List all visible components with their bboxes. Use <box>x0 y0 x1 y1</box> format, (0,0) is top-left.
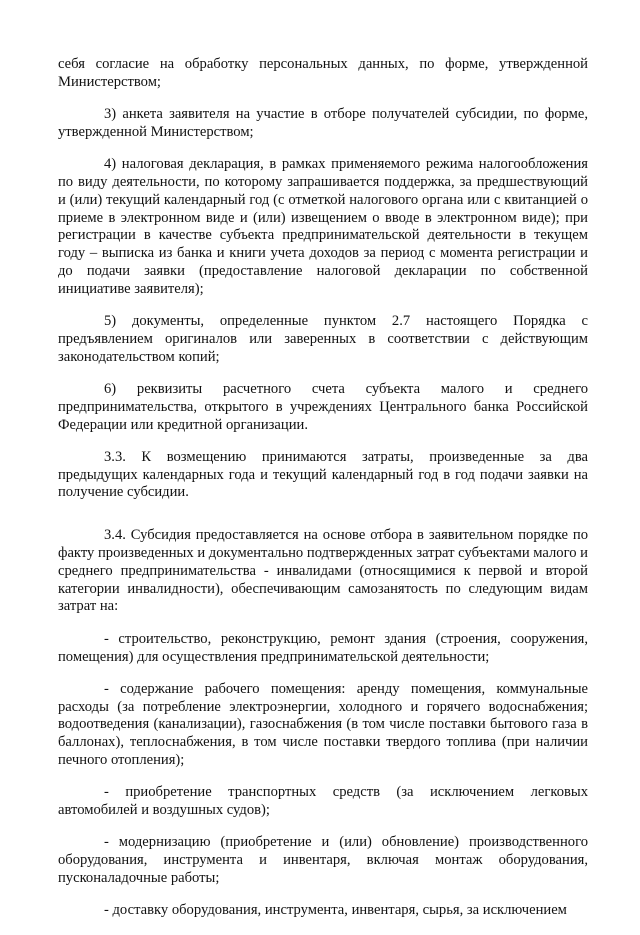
paragraph-3-3-reimbursement: 3.3. К возмещению принимаются затраты, произведенные за два предыдущих календарных года и текущий календарный год в год подачи заявки на получение субсидии. <box>58 448 588 501</box>
paragraph-item-6-bank-details: 6) реквизиты расчетного счета субъекта малого и среднего предпринимательства, открытого в учреждениях Центрального банка Российской Федерации или кредитной организации. <box>58 380 588 433</box>
list-item-premises-maintenance: - содержание рабочего помещения: аренду помещения, коммунальные расходы (за потребление электроэнергии, холодного и горячего водоснабжения; водоотведения (канализации), газоснабжения (в том числе поставки бытового газа в баллонах), теплоснабжения, в том числе поставки твердого топлива (при наличии печного отопления); <box>58 680 588 768</box>
list-item-equipment-delivery: - доставку оборудования, инструмента, инвентаря, сырья, за исключением <box>104 902 567 919</box>
list-item-equipment-modernization: - модернизацию (приобретение и (или) обновление) производственного оборудования, инструмента и инвентаря, включая монтаж оборудования, пусконаладочные работы; <box>58 834 588 886</box>
paragraph-item-5-documents: 5) документы, определенные пунктом 2.7 настоящего Порядка с предъявлением оригиналов или заверенных в соответствии с действующим законодательством копий; <box>58 313 588 365</box>
paragraph-consent-continuation: себя согласие на обработку персональных данных, по форме, утвержденной Министерством; <box>58 56 588 90</box>
document-page <box>58 56 588 935</box>
list-item-vehicles: - приобретение транспортных средств (за исключением легковых автомобилей и воздушных судов); <box>58 784 588 819</box>
paragraph-3-4-subsidy: 3.4. Субсидия предоставляется на основе отбора в заявительном порядке по факту произведенных и документально подтвержденных затрат субъектами малого и среднего предпринимательства - инвалидами (относящимися к первой и второй категории инвалидности), обеспечивающим самозанятость по следующим видам затрат на: <box>58 527 588 615</box>
paragraph-item-3-application-form: 3) анкета заявителя на участие в отборе получателей субсидии, по форме, утвержденной Министерством; <box>58 106 588 140</box>
list-item-construction: - строительство, реконструкцию, ремонт здания (строения, сооружения, помещения) для осуществления предпринимательской деятельности; <box>58 630 588 665</box>
paragraph-item-4-tax-declaration: 4) налоговая декларация, в рамках применяемого режима налогообложения по виду деятельности, по которому запрашивается поддержка, за предшествующий и (или) текущий календарный год (с отметкой налогового органа или с квитанцией о приеме в электронном виде и (или) извещением о вводе в электронном виде); при регистрации в качестве субъекта предпринимательской деятельности в текущем году – выписка из банка и книги учета доходов за период с момента регистрации и до подачи заявки (предоставление налоговой декларации по собственной инициативе заявителя); <box>58 156 588 297</box>
